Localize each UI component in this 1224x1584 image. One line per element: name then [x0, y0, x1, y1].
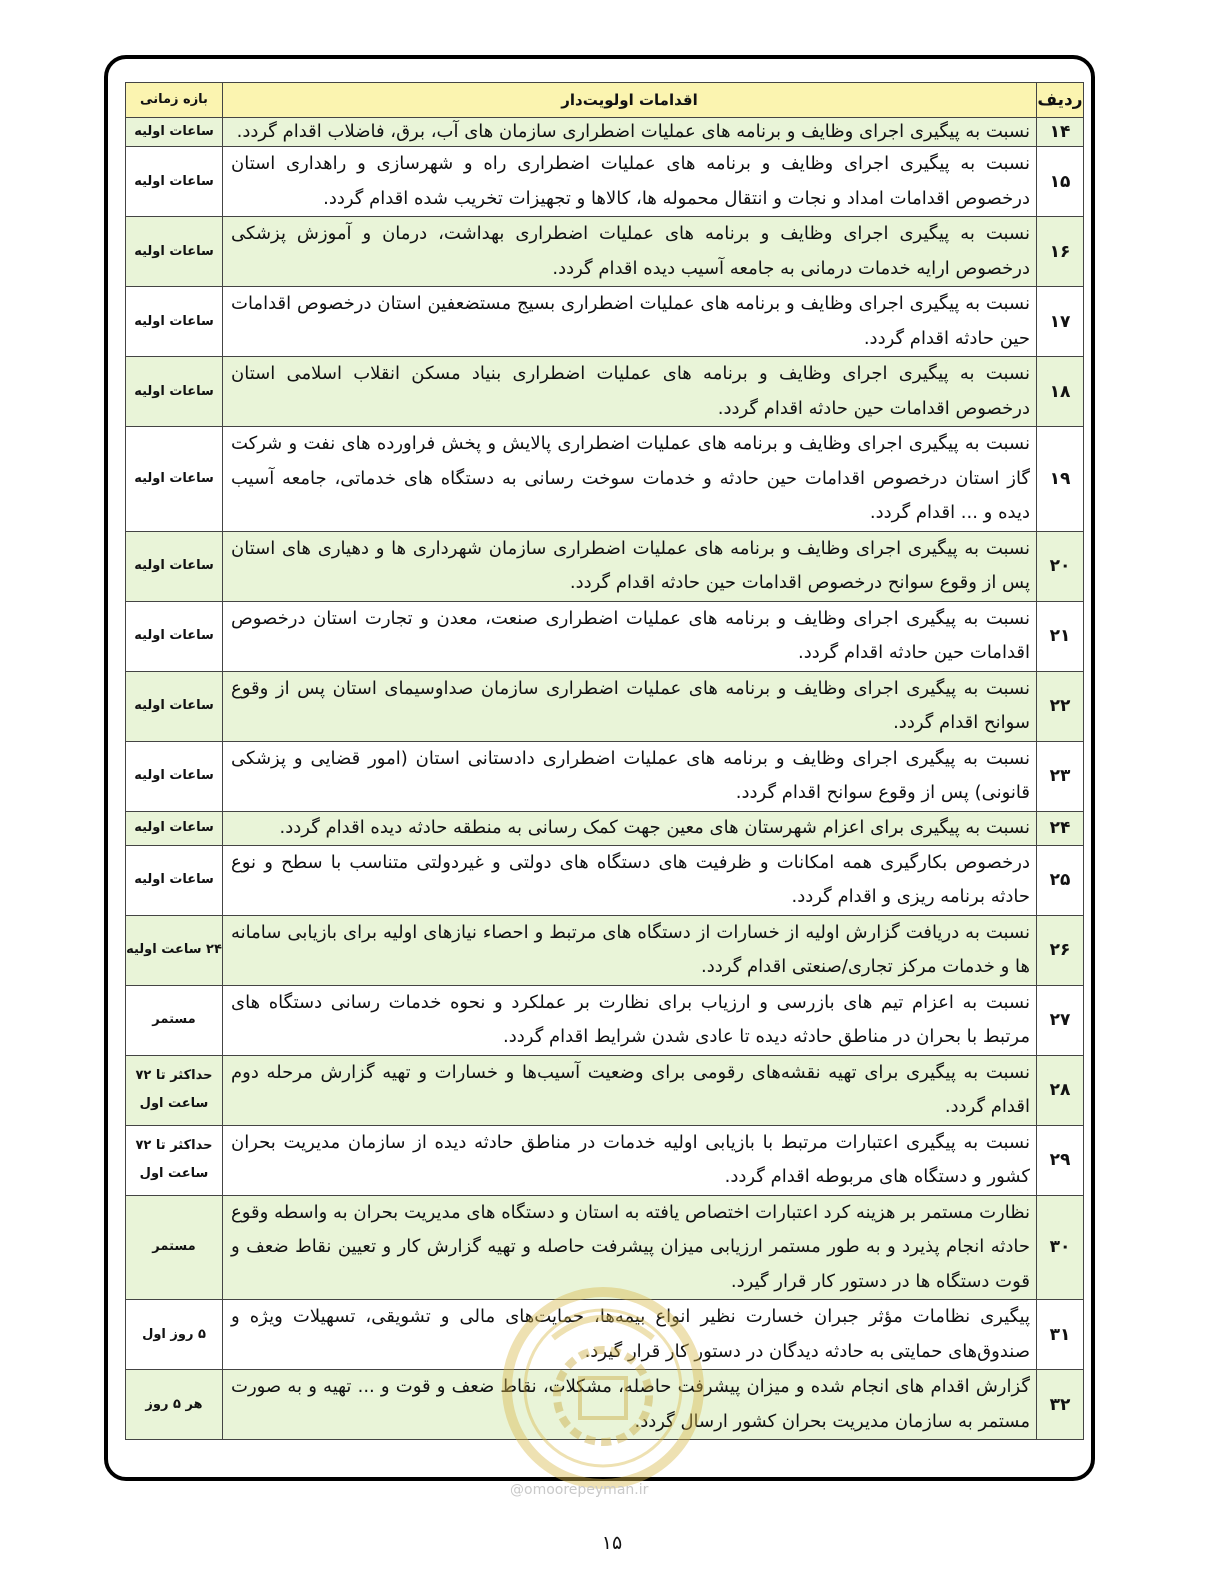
table-row: [126, 118, 1084, 147]
table-row: [126, 287, 1084, 357]
row-number: ۱۴: [1037, 118, 1084, 147]
row-time-frame: ساعات اولیه: [126, 811, 223, 845]
table-row: [126, 217, 1084, 287]
row-action: نسبت به پیگیری اجرای وظایف و برنامه های عملیات اضطراری بهداشت، درمان و آموزش پزشکی درخصوص ارایه خدمات درمانی به جامعه آسیب دیده اقدام گردد.: [223, 217, 1037, 287]
row-time-frame: ساعات اولیه: [126, 671, 223, 741]
row-action: نسبت به پیگیری اجرای وظایف و برنامه های عملیات اضطراری بسیج مستضعفین استان درخصوص اقدامات حین حادثه اقدام گردد.: [223, 287, 1037, 357]
header-actions: اقدامات اولویت‌دار: [223, 83, 1037, 118]
row-time-frame: هر ۵ روز: [126, 1370, 223, 1440]
row-action: نسبت به پیگیری اجرای وظایف و برنامه های عملیات اضطراری سازمان صداوسیمای استان پس از وقوع سوانح اقدام گردد.: [223, 671, 1037, 741]
row-action: نسبت به پیگیری اجرای وظایف و برنامه های عملیات اضطراری سازمان های آب، برق، فاضلاب اقدام گردد.: [223, 118, 1037, 147]
row-time-frame: ساعات اولیه: [126, 427, 223, 532]
row-action: گزارش اقدام های انجام شده و میزان پیشرفت حاصله، مشکلات، نقاط ضعف و قوت و ... تهیه و به صورت مستمر به سازمان مدیریت بحران کشور ارسال گردد.: [223, 1370, 1037, 1440]
table-row: [126, 741, 1084, 811]
row-action: نسبت به پیگیری اجرای وظایف و برنامه های عملیات اضطراری دادستانی استان (امور قضایی و پزشکی قانونی) پس از وقوع سوانح اقدام گردد.: [223, 741, 1037, 811]
row-time-frame: ساعات اولیه: [126, 531, 223, 601]
row-action: نسبت به پیگیری اجرای وظایف و برنامه های عملیات اضطراری صنعت، معدن و تجارت استان درخصوص اقدامات حین حادثه اقدام گردد.: [223, 601, 1037, 671]
row-number: ۱۷: [1037, 287, 1084, 357]
row-number: ۱۶: [1037, 217, 1084, 287]
row-action: نسبت به پیگیری اجرای وظایف و برنامه های عملیات اضطراری پالایش و پخش فراورده های نفت و شرکت گاز استان درخصوص اقدامات حین حادثه و خدمات سوخت رسانی به دستگاه های خدماتی، جامعه آسیب دیده و ... اقدام گردد.: [223, 427, 1037, 532]
row-action: نسبت به پیگیری برای تهیه نقشه‌های رقومی برای وضعیت آسیب‌ها و خسارات و تهیه گزارش مرحله دوم اقدام گردد.: [223, 1055, 1037, 1125]
table-row: [126, 671, 1084, 741]
table-row: [126, 357, 1084, 427]
row-number: ۱۹: [1037, 427, 1084, 532]
watermark-seal-icon: [498, 1278, 708, 1496]
row-time-frame: ساعات اولیه: [126, 217, 223, 287]
row-action: نسبت به دریافت گزارش اولیه از خسارات از دستگاه های مرتبط و احصاء نیازهای اولیه برای بازیابی سامانه ها و خدمات مرکز تجاری/صنعتی اقدام گردد.: [223, 915, 1037, 985]
row-number: ۲۲: [1037, 671, 1084, 741]
table-row: [126, 427, 1084, 532]
row-number: ۲۴: [1037, 811, 1084, 845]
table-row: [126, 915, 1084, 985]
table-row: [126, 985, 1084, 1055]
table-row: [126, 147, 1084, 217]
row-number: ۳۲: [1037, 1370, 1084, 1440]
row-time-frame: ساعات اولیه: [126, 845, 223, 915]
row-action: درخصوص بکارگیری همه امکانات و ظرفیت های دستگاه های دولتی و غیردولتی متناسب با سطح و نوع حادثه برنامه ریزی و اقدام گردد.: [223, 845, 1037, 915]
row-time-frame: ساعات اولیه: [126, 741, 223, 811]
row-action: نسبت به پیگیری اجرای وظایف و برنامه های عملیات اضطراری سازمان شهرداری ها و دهیاری های استان پس از وقوع سوانح درخصوص اقدامات حین حادثه اقدام گردد.: [223, 531, 1037, 601]
header-row-number: ردیف: [1037, 83, 1084, 118]
table-row: [126, 601, 1084, 671]
table-row: [126, 845, 1084, 915]
row-time-frame: حداکثر تا ۷۲ ساعت اول: [126, 1055, 223, 1125]
row-action: نظارت مستمر بر هزینه کرد اعتبارات اختصاص یافته به استان و دستگاه های مدیریت بحران به واسطه وقوع حادثه انجام پذیرد و به طور مستمر ارزیابی میزان پیشرفت حاصله و تهیه گزارش کار و تعیین نقاط ضعف و قوت دستگاه ها در دستور کار قرار گیرد.: [223, 1195, 1037, 1300]
row-number: ۲۸: [1037, 1055, 1084, 1125]
row-time-frame: مستمر: [126, 1195, 223, 1300]
row-time-frame: ساعات اولیه: [126, 601, 223, 671]
table-header-row: [126, 83, 1084, 118]
page-number: ۱۵: [601, 1532, 623, 1554]
table-row: [126, 531, 1084, 601]
priority-actions-table: [125, 82, 1084, 1440]
row-number: ۱۸: [1037, 357, 1084, 427]
row-time-frame: ساعات اولیه: [126, 147, 223, 217]
row-number: ۳۰: [1037, 1195, 1084, 1300]
row-number: ۱۵: [1037, 147, 1084, 217]
row-number: ۲۹: [1037, 1125, 1084, 1195]
row-time-frame: ساعات اولیه: [126, 287, 223, 357]
row-number: ۲۷: [1037, 985, 1084, 1055]
row-action: پیگیری نظامات مؤثر جبران خسارت نظیر انواع بیمه‌ها، حمایت‌های مالی و تشویقی، تسهیلات ویژه و صندوق‌های حمایتی به حادثه دیدگان در دستور کار قرار گیرد.: [223, 1300, 1037, 1370]
row-number: ۲۶: [1037, 915, 1084, 985]
header-time-frame: بازه زمانی: [126, 83, 223, 118]
row-time-frame: ۵ روز اول: [126, 1300, 223, 1370]
row-number: ۲۱: [1037, 601, 1084, 671]
table-row: [126, 1125, 1084, 1195]
row-number: ۲۵: [1037, 845, 1084, 915]
row-number: ۳۱: [1037, 1300, 1084, 1370]
row-number: ۲۳: [1037, 741, 1084, 811]
row-action: نسبت به اعزام تیم های بازرسی و ارزیاب برای نظارت بر عملکرد و نحوه خدمات رسانی دستگاه های مرتبط با بحران در مناطق حادثه دیده تا عادی شدن شرایط اقدام گردد.: [223, 985, 1037, 1055]
row-time-frame: ساعات اولیه: [126, 357, 223, 427]
row-time-frame: ۲۴ ساعت اولیه: [126, 915, 223, 985]
row-action: نسبت به پیگیری برای اعزام شهرستان های معین جهت کمک رسانی به منطقه حادثه دیده اقدام گردد.: [223, 811, 1037, 845]
row-action: نسبت به پیگیری اعتبارات مرتبط با بازیابی اولیه خدمات در مناطق حادثه دیده از سازمان مدیریت بحران کشور و دستگاه های مربوطه اقدام گردد.: [223, 1125, 1037, 1195]
table-row: [126, 811, 1084, 845]
row-action: نسبت به پیگیری اجرای وظایف و برنامه های عملیات اضطراری راه و شهرسازی و راهداری استان درخصوص اقدامات امداد و نجات و انتقال محموله ها، کالاها و تجهیزات تخریب شده اقدام گردد.: [223, 147, 1037, 217]
watermark-text: @omoorepeyman.ir: [510, 1482, 649, 1498]
row-time-frame: حداکثر تا ۷۲ ساعت اول: [126, 1125, 223, 1195]
row-number: ۲۰: [1037, 531, 1084, 601]
table-row: [126, 1055, 1084, 1125]
row-action: نسبت به پیگیری اجرای وظایف و برنامه های عملیات اضطراری بنیاد مسکن انقلاب اسلامی استان درخصوص اقدامات حین حادثه اقدام گردد.: [223, 357, 1037, 427]
row-time-frame: ساعات اولیه: [126, 118, 223, 147]
row-time-frame: مستمر: [126, 985, 223, 1055]
